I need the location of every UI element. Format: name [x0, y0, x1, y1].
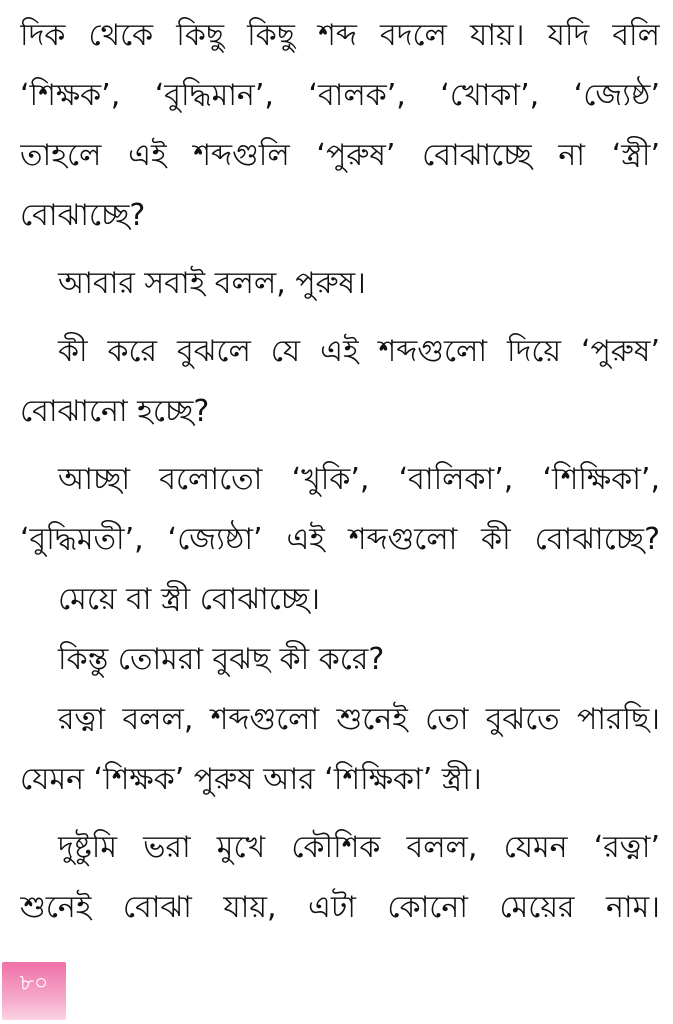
text-line: আচ্ছা বলোতো ‘খুকি’, ‘বালিকা’, ‘শিক্ষিকা’,: [58, 462, 660, 497]
text-line: বোঝাচ্ছে?: [20, 198, 146, 233]
text-line: দুষ্টুমি ভরা মুখে কৌশিক বলল, যেমন ‘রত্না’: [58, 830, 660, 865]
text-line: বোঝানো হচ্ছে?: [20, 394, 210, 429]
text-line: তাহলে এই শব্দগুলি ‘পুরুষ’ বোঝাচ্ছে না ‘স্ত্রী’: [20, 138, 660, 173]
text-line: যেমন ‘শিক্ষক’ পুরুষ আর ‘শিক্ষিকা’ স্ত্রী।: [20, 762, 482, 797]
text-line: ‘বুদ্ধিমতী’, ‘জ্যেষ্ঠা’ এই শব্দগুলো কী বোঝাচ্ছে?: [20, 522, 660, 557]
text-line: মেয়ে বা স্ত্রী বোঝাচ্ছে।: [58, 582, 320, 617]
text-line: রত্না বলল, শব্দগুলো শুনেই তো বুঝতে পারছি।: [58, 702, 660, 737]
text-line: ‘শিক্ষক’, ‘বুদ্ধিমান’, ‘বালক’, ‘খোকা’, ‘জ্যেষ্ঠ’: [20, 78, 660, 113]
text-line: কিন্তু তোমরা বুঝছ কী করে?: [58, 642, 385, 677]
page-number: ৮০: [19, 971, 49, 996]
text-line: আবার সবাই বলল, পুরুষ।: [58, 266, 366, 301]
text-line: কী করে বুঝলে যে এই শব্দগুলো দিয়ে ‘পুরুষ’: [58, 334, 660, 369]
body-text: [20, 6, 660, 938]
page-number-badge: [2, 962, 66, 1020]
text-line: শুনেই বোঝা যায়, এটা কোনো মেয়ের নাম।: [20, 890, 660, 925]
text-line: দিক থেকে কিছু কিছু শব্দ বদলে যায়। যদি বলি: [20, 18, 660, 53]
